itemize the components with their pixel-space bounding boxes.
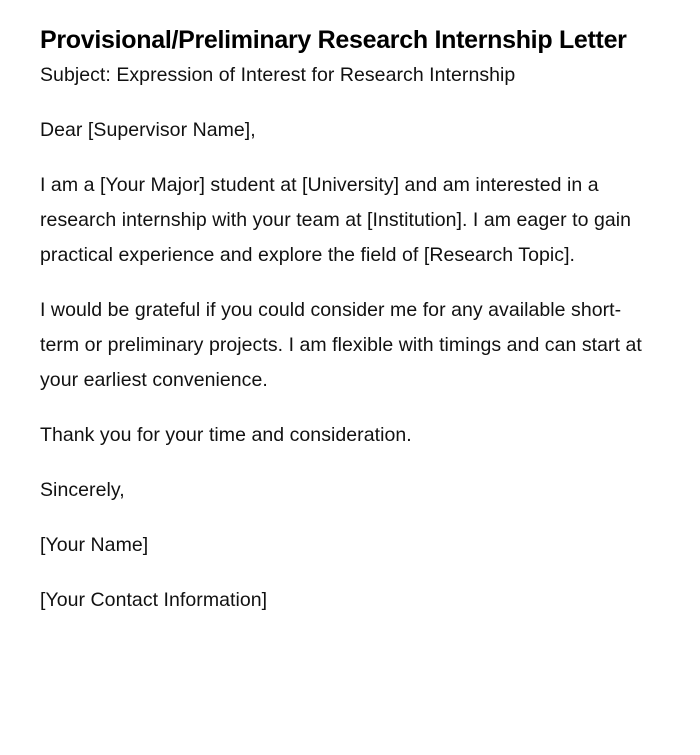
letter-paragraph-2: I would be grateful if you could consider me for any available short-term or preliminary projects. I am flexible with timings and can start at your earliest convenience. — [40, 299, 642, 391]
letter-salutation: Dear [Supervisor Name], — [40, 119, 256, 141]
letter-thanks: Thank you for your time and consideration. — [40, 424, 412, 446]
letter-page — [40, 18, 650, 618]
letter-title: Provisional/Preliminary Research Internship Letter — [40, 26, 627, 54]
letter-contact-info: [Your Contact Information] — [40, 589, 268, 611]
letter-closing: Sincerely, — [40, 479, 125, 501]
letter-signature-name: [Your Name] — [40, 534, 149, 556]
letter-paragraph-1: I am a [Your Major] student at [University] and am interested in a research internship with your team at [Institution]. I am eager to gain practical experience and explore the field of [Research Topic]. — [40, 174, 632, 266]
letter-subject: Subject: Expression of Interest for Research Internship — [40, 64, 516, 86]
